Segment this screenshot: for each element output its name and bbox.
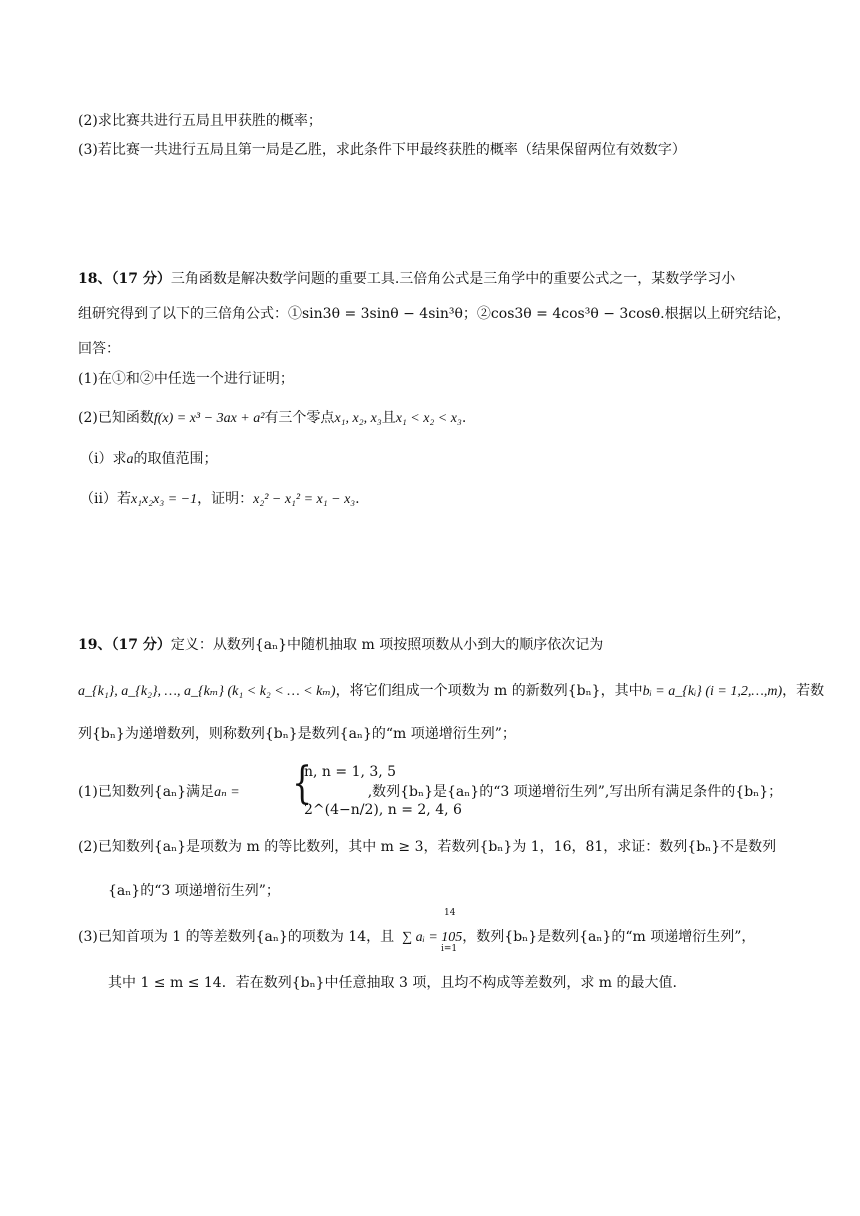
q19-def-line1 <box>78 634 790 656</box>
q19-part3-b: ，数列{bₙ}是数列{aₙ}的“m 项递增衍生列”， <box>462 929 756 945</box>
q18-stem-text2c: .根据以上研究结论， <box>660 306 791 322</box>
q18-stem-text2a: 组研究得到了以下的三倍角公式：① <box>78 306 302 322</box>
q18-stem-text2b: ；② <box>462 306 491 322</box>
q18-part2-i-a: （i）求 <box>80 451 127 467</box>
q18-part2-end: . <box>461 410 467 426</box>
q19-number: 19、（17 分） <box>78 637 171 653</box>
q19-part1-b: ,数列{bₙ}是{aₙ}的“3 项递增衍生列”,写出所有满足条件的{bₙ}； <box>367 784 783 800</box>
q18-part2-ii-b: ，证明： <box>197 491 254 507</box>
q19-part3-a: (3)已知首项为 1 的等差数列{aₙ}的项数为 14，且 <box>78 929 395 945</box>
q18-part1: (1)在①和②中任选一个进行证明； <box>78 371 294 387</box>
q18-part2-a: (2)已知函数 <box>78 410 154 426</box>
q18-zeros: x₁, x₂, x₃ <box>334 411 382 426</box>
q19-subsequence: a_{k₁}, a_{k₂}, …, a_{kₘ} (k₁ < k₂ < … < kₘ) <box>78 684 336 699</box>
q18-stem-text1: 三角函数是解决数学问题的重要工具.三倍角公式是三角学中的重要公式之一，某数学学习小 <box>170 271 736 287</box>
q19-part3-line1 <box>78 926 790 949</box>
q19-part2-line2: {aₙ}的“3 项递增衍生列”； <box>108 883 280 899</box>
q19-def-line3: 列{bₙ}为递增数列，则称数列{bₙ}是数列{aₙ}的“m 项递增衍生列”； <box>78 726 516 742</box>
q19-part1-lhs: aₙ = <box>214 785 240 800</box>
q17-part3: (3)若比赛一共进行五局且第一局是乙胜，求此条件下甲最终获胜的概率（结果保留两位有效数字） <box>78 142 686 158</box>
q18-order: x₁ < x₂ < x₃ <box>395 411 462 426</box>
q18-number: 18、（17 分） <box>78 271 171 287</box>
q18-part2-i <box>80 448 790 471</box>
q19-part2-line1: (2)已知数列{aₙ}是项数为 m 的等比数列，其中 m ≥ 3，若数列{bₙ}为 1，16，81，求证：数列{bₙ}不是数列 <box>78 839 777 855</box>
q18-part2-ii <box>80 488 790 511</box>
q18-stem-line3: 回答： <box>78 341 120 357</box>
q18-formula1: sin3θ = 3sinθ − 4sin³θ <box>302 306 463 322</box>
q17-part2: (2)求比赛共进行五局且甲获胜的概率； <box>78 113 322 129</box>
q19-part3-line2: 其中 1 ≤ m ≤ 14．若在数列{bₙ}中任意抽取 3 项，且均不构成等差数列，求 m 的最大值. <box>108 975 677 991</box>
q19-sum-lower-limit: i=1 <box>441 944 458 954</box>
q18-stem-line1 <box>78 268 790 290</box>
q18-function: f(x) = x³ − 3ax + a² <box>153 411 265 426</box>
q19-piecewise-brace: { <box>292 758 312 809</box>
q18-part2-ii-end: . <box>355 491 360 507</box>
q18-part2-ii-a: （ii）若 <box>80 491 131 507</box>
q19-piecewise-case1: n, n = 1, 3, 5 <box>304 764 397 780</box>
q18-condition: x₁x₂x₃ = −1 <box>130 492 198 507</box>
q19-piecewise-case2: 2^(4−n/2), n = 2, 4, 6 <box>304 802 462 818</box>
q19-b-def: bᵢ = a_{kᵢ} (i = 1,2,…,m) <box>642 684 783 699</box>
q18-goal: x₂² − x₁² = x₁ − x₃ <box>253 492 356 507</box>
q19-def-text2b: ，将它们组成一个项数为 m 的新数列{bₙ}，其中 <box>335 683 643 699</box>
q18-formula2: cos3θ = 4cos³θ − 3cosθ <box>490 306 661 322</box>
q18-var-a: a <box>126 452 134 467</box>
q18-stem-line2 <box>78 303 790 325</box>
q19-def-text2d: ，若数 <box>782 683 825 699</box>
q18-part2-c: 且 <box>381 410 396 426</box>
q19-part1-a: (1)已知数列{aₙ}满足 <box>78 784 215 800</box>
q19-sum: ∑ aᵢ = 105 <box>402 930 463 945</box>
q18-part2 <box>78 407 790 430</box>
q19-def-text1: 定义：从数列{aₙ}中随机抽取 m 项按照项数从小到大的顺序依次记为 <box>170 637 604 653</box>
q19-sum-upper-limit: 14 <box>444 908 456 918</box>
q18-part2-b: 有三个零点 <box>264 410 335 426</box>
q18-part2-i-b: 的取值范围； <box>133 451 218 467</box>
q19-def-line2 <box>78 680 825 703</box>
